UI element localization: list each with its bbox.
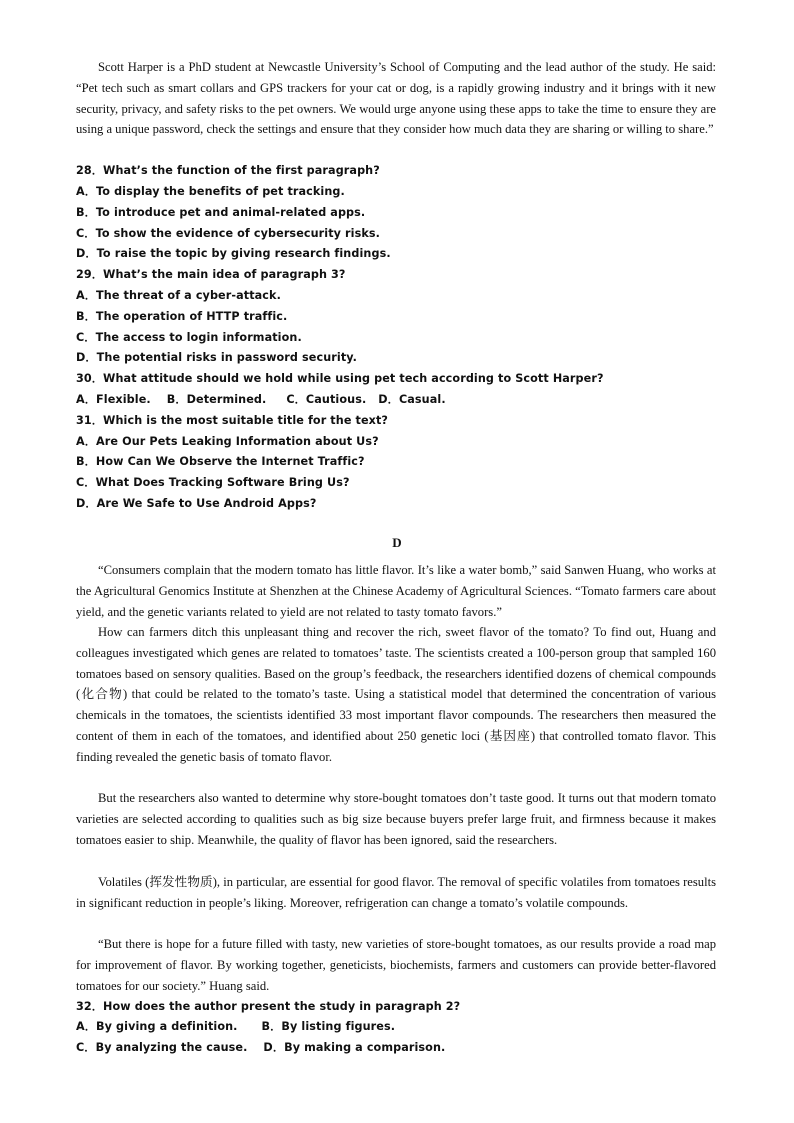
section-d-paragraph-3: But the researchers also wanted to determine why store-bought tomatoes don’t taste good. It turns out that modern tomato varieties are selected according to qualities such as big size because buyers prefer large fruit, and firmness because it makes tomatoes easier to ship. Meanwhile, the quality of flavor has been ignored, said the researchers. [76,791,716,847]
question-28-option-d: D．To raise the topic by giving research findings. [76,247,391,260]
question-32-stem: 32．How does the author present the study in paragraph 2? [76,1000,461,1013]
question-31-option-c: C．What Does Tracking Software Bring Us? [76,476,350,489]
section-d-heading: D [392,535,402,550]
question-32-options-ab: A．By giving a definition. B．By listing figures. [76,1020,396,1033]
question-29-option-c: C．The access to login information. [76,331,302,344]
question-28-option-c: C．To show the evidence of cybersecurity risks. [76,227,381,240]
section-d-paragraph-1: “Consumers complain that the modern tomato has little flavor. It’s like a water bomb,” said Sanwen Huang, who works at the Agricultural Genomics Institute at Shenzhen at the Chinese Academy of Agricultural Sciences. “Tomato farmers care about yield, and the genetic variants related to yield are not related to tasty tomato favors.” [76,563,716,619]
question-30-stem: 30．What attitude should we hold while using pet tech according to Scott Harper? [76,372,604,385]
question-28-option-b: B．To introduce pet and animal-related apps. [76,206,366,219]
question-29-option-a: A．The threat of a cyber-attack. [76,289,281,302]
section-d-paragraph-2: How can farmers ditch this unpleasant thing and recover the rich, sweet flavor of the tomato? To find out, Huang and colleagues investigated which genes are related to tomatoes’ taste. The scientists created a 100-person group that sampled 160 tomatoes based on sensory qualities. Based on the group’s feedback, the researchers identified dozens of chemical compounds (化合物) that could be related to the tomato’s taste. Using a statistical model that determined the concentration of various chemicals in the tomatoes, the scientists identified 33 most important flavor compounds. The researchers then measured the content of them in each of the tomatoes, and identified about 250 genetic loci (基因座) that controlled tomato flavor. This finding revealed the genetic basis of tomato flavor. [76,625,716,764]
question-29-option-d: D．The potential risks in password security. [76,351,357,364]
question-28-option-a: A．To display the benefits of pet tracking. [76,185,345,198]
question-29-option-b: B．The operation of HTTP traffic. [76,310,288,323]
question-32-options-cd: C．By analyzing the cause. D．By making a comparison. [76,1041,446,1054]
section-d-paragraph-5: “But there is hope for a future filled with tasty, new varieties of store-bought tomatoes, as our results provide a road map for improvement of flavor. By working together, geneticists, biochemists, farmers and customers can provide better-flavored tomatoes for our society.” Huang said. [76,937,716,993]
section-d-paragraph-4: Volatiles (挥发性物质), in particular, are essential for good flavor. The removal of specific volatiles from tomatoes results in significant reduction in people’s liking. Moreover, refrigeration can change a tomato’s volatile compounds. [76,875,716,910]
question-30-options: A．Flexible. B．Determined. C．Cautious. D．Casual. [76,393,446,406]
passage-c-final-paragraph: Scott Harper is a PhD student at Newcastle University’s School of Computing and the lead author of the study. He said: “Pet tech such as smart collars and GPS trackers for your cat or dog, is a rapidly growing industry and it brings with it new security, privacy, and safety risks to the pet owners. We would urge anyone using these apps to take the time to ensure they are using a unique password, check the settings and ensure that they consider how much data they are sharing or willing to share.” [76,60,716,137]
question-31-option-d: D．Are We Safe to Use Android Apps? [76,497,317,510]
question-28-stem: 28．What’s the function of the first paragraph? [76,164,380,177]
question-31-option-b: B．How Can We Observe the Internet Traffic? [76,455,365,468]
question-29-stem: 29．What’s the main idea of paragraph 3? [76,268,346,281]
question-31-stem: 31．Which is the most suitable title for the text? [76,414,388,427]
question-31-option-a: A．Are Our Pets Leaking Information about Us? [76,435,379,448]
